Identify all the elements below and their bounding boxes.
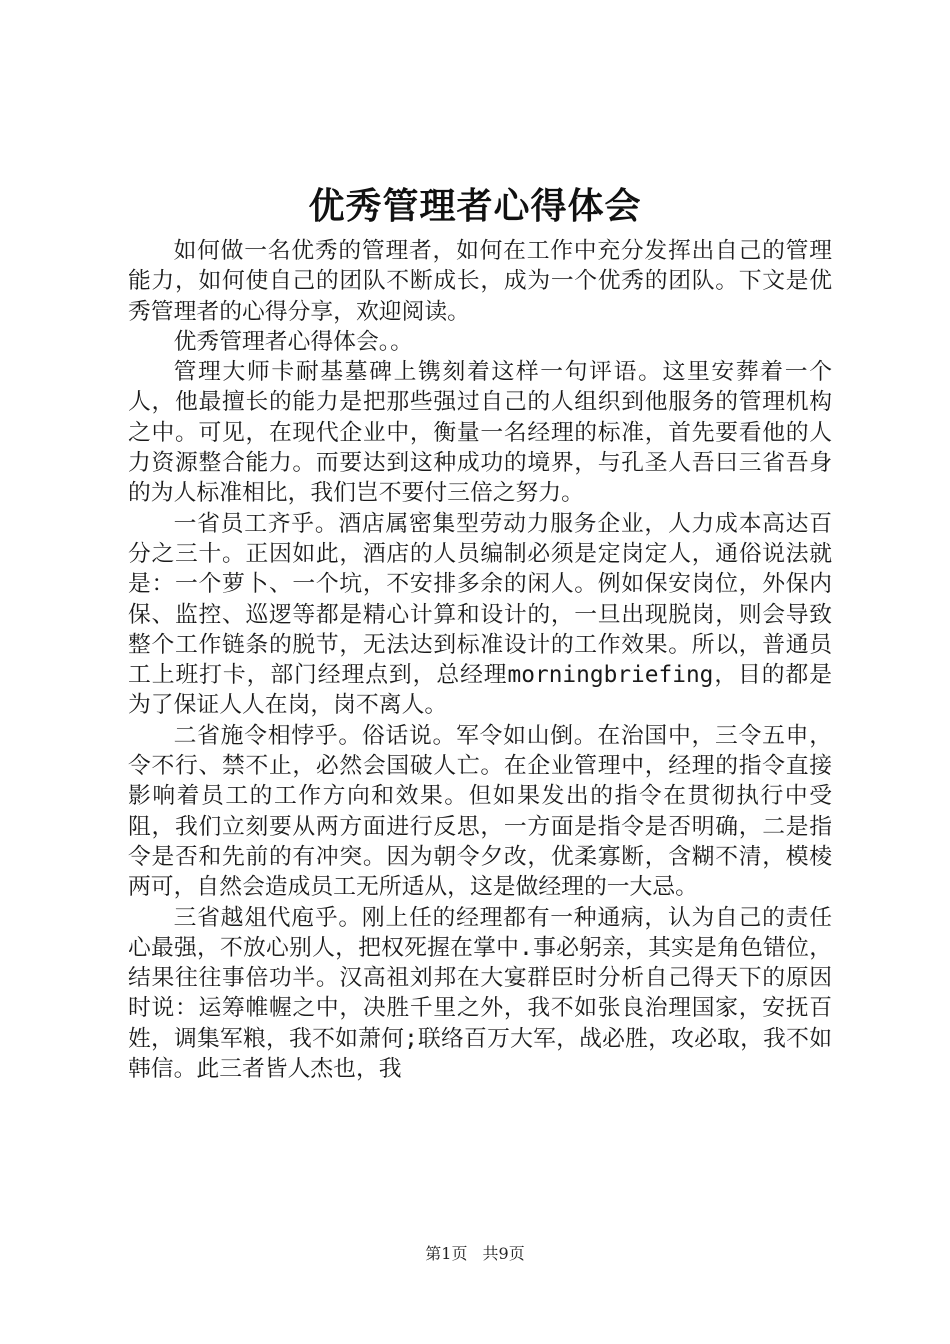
document-title: 优秀管理者心得体会 (308, 185, 642, 227)
page-footer (0, 1243, 950, 1265)
paragraph-intro: 如何做一名优秀的管理者，如何在工作中充分发挥出自己的管理能力，如何使自己的团队不断成长，成为一个优秀的团队。下文是优秀管理者的心得分享，欢迎阅读。 (128, 238, 832, 325)
paragraph-second-reflection: 二省施令相悖乎。俗话说。军令如山倒。在治国中，三令五申，令不行、禁不止，必然会国破人亡。在企业管理中，经理的指令直接影响着员工的工作方向和效果。但如果发出的指令在贯彻执行中受阻，我们立刻要从两方面进行反思，一方面是指令是否明确，二是指令是否和先前的有冲突。因为朝令夕改，优柔寡断，含糊不清，模棱两可，自然会造成员工无所适从，这是做经理的一大忌。 (128, 722, 832, 901)
page-total: 共9页 (482, 1244, 525, 1263)
paragraph-third-reflection: 三省越俎代庖乎。刚上任的经理都有一种通病，认为自己的责任心最强，不放心别人，把权死握在掌中.事必躬亲，其实是角色错位，结果往往事倍功半。汉高祖刘邦在大宴群臣时分析自己得天下的原因时说：运筹帷幄之中，决胜千里之外，我不如张良治理国家，安抚百姓，调集军粮，我不如萧何;联络百万大军，战必胜，攻必取，我不如韩信。此三者皆人杰也，我 (128, 904, 832, 1083)
paragraph-carnegie: 管理大师卡耐基墓碑上镌刻着这样一句评语。这里安葬着一个人，他最擅长的能力是把那些强过自己的人组织到他服务的管理机构之中。可见，在现代企业中，衡量一名经理的标准，首先要看他的人力资源整合能力。而要达到这种成功的境界，与孔圣人吾曰三省吾身的为人标准相比，我们岂不要付三倍之努力。 (128, 359, 832, 507)
paragraph-first-reflection: 一省员工齐乎。酒店属密集型劳动力服务企业，人力成本高达百分之三十。正因如此，酒店的人员编制必须是定岗定人，通俗说法就是：一个萝卜、一个坑，不安排多余的闲人。例如保安岗位，外保内保、监控、巡逻等都是精心计算和设计的，一旦出现脱岗，则会导致整个工作链条的脱节，无法达到标准设计的工作效果。所以，普通员工上班打卡，部门经理点到，总经理morningbriefing，目的都是为了保证人人在岗，岗不离人。 (128, 510, 832, 719)
page-number: 第1页 (425, 1244, 468, 1263)
paragraph-subtitle: 优秀管理者心得体会。。 (173, 328, 413, 355)
document-body (128, 236, 832, 1084)
